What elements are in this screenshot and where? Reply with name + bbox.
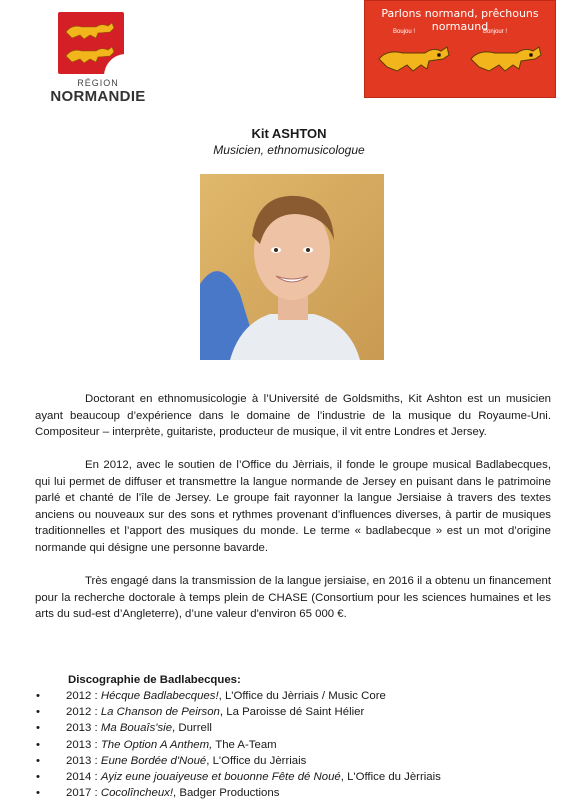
bio-paragraph-2-text: En 2012, avec le soutien de l’Office du Jèrriais, il fonde le groupe musical Badlabecques, qui lui permet de diffuser et transmettre la langue normande de Jersey en puisant dans le patrimoine parlé et chanté de l’île de Jersey. Le groupe fait rayonner la langue Jersiaise à travers des textes anciens ou nouveaux sur des sons et rythmes provenant d’influences diverses, à partir de musiques traditionnelles et l’apport des musiques du monde. Le terme « badlabecque » est un mot d’origine normande qui désigne une personne bavarde. [35, 459, 551, 554]
list-item: • 2013 : Ma Bouaîs'sie, Durrell [34, 720, 554, 736]
bullet-icon: • [36, 706, 40, 719]
bio-paragraph-2 [35, 457, 551, 556]
slogan-banner [364, 0, 556, 98]
list-item: • 2014 : Ayiz eune jouaiyeuse et bouonne Fête dé Noué, L'Office du Jèrriais [34, 769, 554, 785]
list-item: • 2012 : La Chanson de Peirson, La Paroisse dé Saint Hélier [34, 704, 554, 720]
banner-bubble-right: Bonjour ! [483, 29, 508, 35]
list-item: • 2013 : Eune Bordée d'Noué, L'Office du Jèrriais [34, 753, 554, 769]
banner-bubble-left: Boujou ! [393, 29, 416, 35]
person-role: Musicien, ethnomusicologue [213, 143, 365, 157]
bio-paragraph-3 [35, 573, 551, 623]
portrait-photo [200, 174, 384, 360]
lion-right-icon [465, 41, 545, 85]
logo-region-text: RÉGION [77, 78, 119, 88]
bio-paragraph-1-text: Doctorant en ethnomusicologie à l’Université de Goldsmiths, Kit Ashton est un musicien ayant beaucoup d’expérience dans le domaine de l’industrie de la musique du Royaume-Uni. Compositeur – interprète, guitariste, producteur de musique, il vit entre Londres et Jersey. [35, 393, 551, 438]
bullet-icon: • [36, 754, 40, 767]
discography-title: Discographie de Badlabecques: [68, 674, 241, 686]
bio-paragraph-1 [35, 391, 551, 441]
bullet-icon: • [36, 690, 40, 702]
lion-left-icon [373, 41, 453, 85]
list-item: • 2017 : Cocolîncheux!, Badger Productions [34, 785, 554, 801]
discography-list [34, 688, 554, 801]
bio-paragraph-3-text: Très engagé dans la transmission de la langue jersiaise, en 2016 il a obtenu un financement pour la recherche doctorale à temps plein de CHASE (Consortium pour les sciences humaines et les arts du sud-est d’Angleterre), d’une valeur d'environ 65 000 €. [35, 575, 551, 620]
banner-slogan: Parlons normand, prêchouns normaund [381, 7, 539, 33]
bullet-icon: • [36, 787, 40, 800]
bullet-icon: • [36, 771, 40, 784]
person-name: Kit ASHTON [251, 126, 327, 141]
list-item: • 2013 : The Option A Anthem, The A-Team [34, 737, 554, 753]
normandy-lions-icon [62, 18, 120, 70]
bullet-icon: • [36, 722, 40, 735]
region-normandie-logo [48, 12, 148, 105]
list-item: • 2012 : Hécque Badlabecques!, L'Office du Jèrriais / Music Core [34, 688, 554, 704]
logo-normandie-text: NORMANDIE [50, 88, 146, 105]
bullet-icon: • [36, 738, 40, 751]
